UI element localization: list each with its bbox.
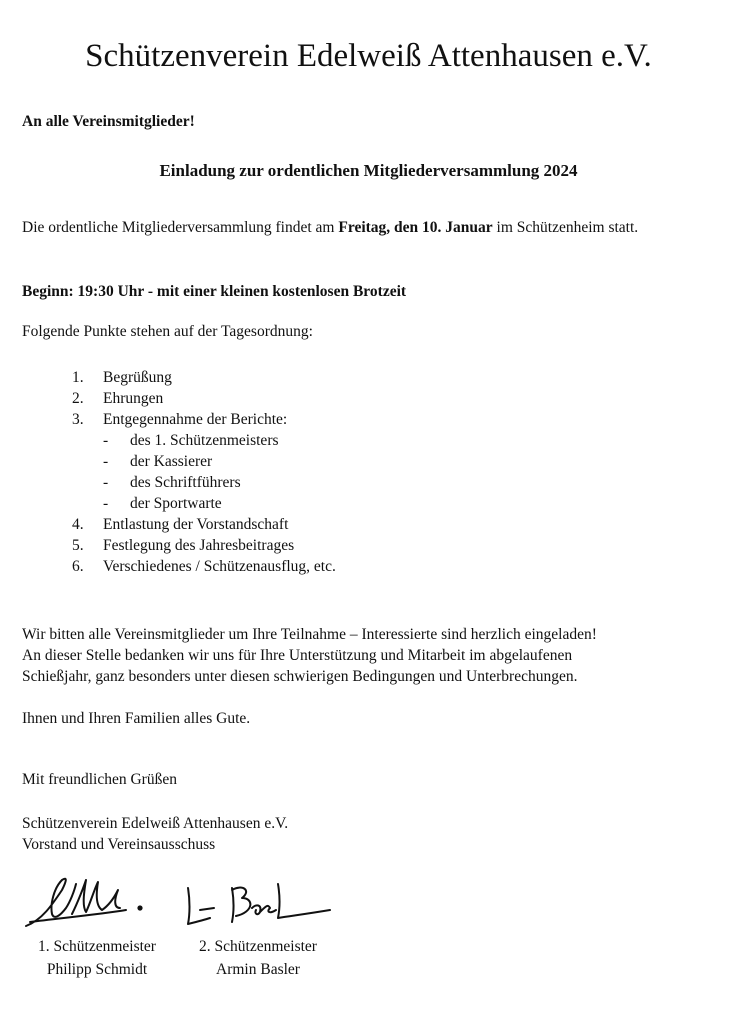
- intro-text-end: im Schützenheim statt.: [492, 219, 639, 236]
- agenda-number: 3.: [72, 411, 84, 428]
- signatory-role: 1. Schützenmeister: [38, 938, 156, 955]
- greeting: An alle Vereinsmitglieder!: [22, 113, 195, 130]
- agenda-label: Festlegung des Jahresbeitrages: [103, 537, 295, 554]
- agenda-label: Begrüßung: [103, 369, 172, 386]
- agenda-number: 4.: [72, 516, 84, 533]
- agenda-label: Verschiedenes / Schützenausflug, etc.: [103, 558, 336, 575]
- regards-line: Mit freundlichen Grüßen: [22, 771, 177, 788]
- meeting-date: Freitag, den 10. Januar: [338, 219, 493, 236]
- signatory-role: 2. Schützenmeister: [199, 938, 317, 955]
- agenda-number: 2.: [72, 390, 84, 407]
- signatory-name: Philipp Schmidt: [46, 961, 148, 978]
- agenda-label: Entlastung der Vorstandschaft: [103, 516, 289, 533]
- dash-bullet: -: [103, 432, 109, 449]
- agenda-number: 1.: [72, 369, 84, 386]
- report-label: der Kassierer: [130, 453, 213, 470]
- report-label: des 1. Schützenmeisters: [130, 432, 279, 449]
- dash-bullet: -: [103, 495, 109, 512]
- agenda-intro: Folgende Punkte stehen auf der Tagesordnung:: [22, 323, 313, 340]
- start-time: Beginn: 19:30 Uhr - mit einer kleinen kostenlosen Brotzeit: [22, 283, 407, 300]
- closing-line: Wir bitten alle Vereinsmitglieder um Ihre Teilnahme – Interessierte sind herzlich eingeladen!: [22, 626, 597, 643]
- agenda-number: 6.: [72, 558, 84, 575]
- sender-org: Schützenverein Edelweiß Attenhausen e.V.: [22, 815, 289, 832]
- document-title: Schützenverein Edelweiß Attenhausen e.V.: [85, 38, 652, 74]
- closing-line: An dieser Stelle bedanken wir uns für Ihre Unterstützung und Mitarbeit im abgelaufenen: [22, 647, 573, 664]
- agenda-label: Ehrungen: [103, 390, 164, 407]
- agenda-label: Entgegennahme der Berichte:: [103, 411, 288, 428]
- invitation-heading: Einladung zur ordentlichen Mitgliederversammlung 2024: [159, 161, 578, 180]
- closing-line: Schießjahr, ganz besonders unter diesen schwierigen Bedingungen und Unterbrechungen.: [22, 668, 578, 685]
- report-label: der Sportwarte: [130, 495, 222, 512]
- signatory-name: Armin Basler: [216, 961, 300, 978]
- handwritten-signature-icon: [180, 880, 340, 932]
- intro-text: Die ordentliche Mitgliederversammlung findet am: [22, 219, 339, 236]
- sender-board: Vorstand und Vereinsausschuss: [22, 836, 216, 853]
- wishes-line: Ihnen und Ihren Familien alles Gute.: [22, 710, 251, 727]
- intro-paragraph: [22, 218, 722, 238]
- agenda-number: 5.: [72, 537, 84, 554]
- dash-bullet: -: [103, 453, 109, 470]
- handwritten-signature-icon: [22, 870, 162, 930]
- report-label: des Schriftführers: [130, 474, 241, 491]
- dash-bullet: -: [103, 474, 109, 491]
